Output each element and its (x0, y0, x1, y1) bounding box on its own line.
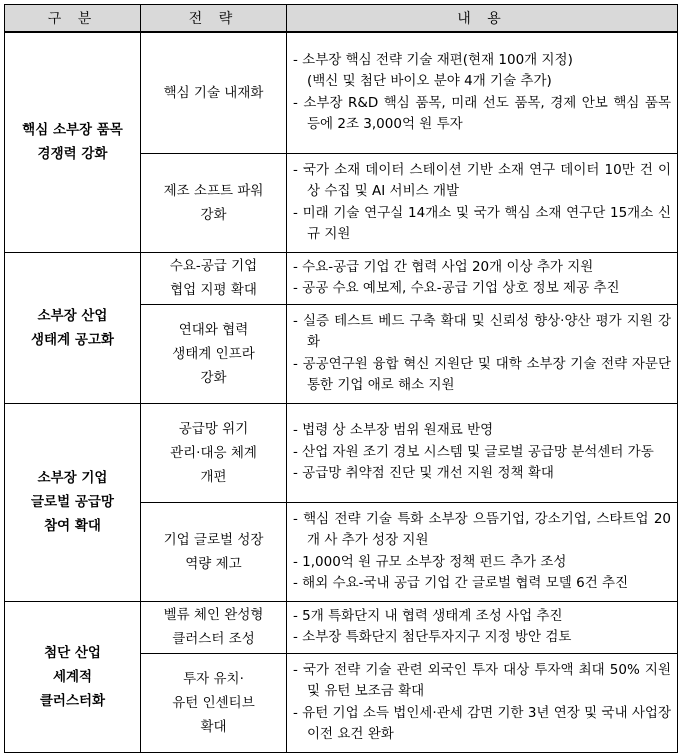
content-item: - 유턴 기업 소득 법인세·관세 감면 기한 3년 연장 및 국내 사업장 이전 요건 완화 (293, 704, 671, 742)
content-item: - 핵심 전략 기술 특화 소부장 으뜸기업, 강소기업, 스타트업 20개 사 추가 성장 지원 (293, 510, 671, 548)
strategy-line: 수요-공급 기업 (169, 258, 258, 274)
content-item: - 미래 기술 연구실 14개소 및 국가 핵심 소재 연구단 15개소 신규 지원 (293, 204, 671, 242)
strategy-line: 투자 유치· (183, 670, 244, 687)
content-item: - 소부장 R&D 핵심 품목, 미래 선도 품목, 경제 안보 핵심 품목 등에 2조 3,000억 원 투자 (293, 94, 671, 133)
content-item: - 국가 전략 기술 관련 외국인 투자 대상 투자액 최대 50% 지원 및 유턴 보조금 확대 (293, 661, 671, 699)
content-cell (287, 32, 678, 153)
content-cell (287, 304, 678, 403)
content-cell (287, 653, 678, 752)
category-line: 소부장 산업 (37, 307, 108, 324)
strategy-line: 강화 (200, 206, 227, 223)
strategy-line: 핵심 기술 내재화 (163, 84, 264, 101)
strategy-line: 기업 글로벌 성장 (163, 531, 264, 548)
category-cell (5, 252, 141, 403)
category-line: 핵심 소부장 품목 (22, 122, 123, 139)
strategy-line: 역량 제고 (185, 555, 242, 572)
content-item: - 소부장 특화단지 첨단투자지구 지정 방안 검토 (293, 629, 572, 645)
strategy-line: 관리·대응 체계 (170, 444, 257, 461)
content-item: - 공급망 취약점 진단 및 개선 지원 정책 확대 (293, 465, 554, 482)
header-row (5, 5, 678, 33)
strategy-line: 개편 (200, 468, 227, 485)
content-item: - 실증 테스트 베드 구축 확대 및 신뢰성 향상·양산 평가 지원 강화 (293, 312, 671, 350)
strategy-cell (141, 403, 287, 502)
category-line: 소부장 기업 (37, 470, 108, 486)
header-content: 내 용 (287, 5, 678, 33)
table-row (5, 601, 678, 653)
category-line: 경쟁력 강화 (37, 146, 108, 163)
content-item: - 소부장 핵심 전략 기술 재편(현재 100개 지정) (293, 51, 573, 68)
strategy-line: 제조 소프트 파워 (163, 182, 264, 199)
category-cell (5, 403, 141, 601)
strategy-cell (141, 32, 287, 153)
strategy-line: 강화 (200, 369, 227, 386)
strategy-line: 협업 지평 확대 (170, 282, 257, 298)
table-row (5, 403, 678, 502)
strategy-line: 벨류 체인 완성형 (163, 607, 264, 623)
content-item: - 공공 수요 예보제, 수요-공급 기업 상호 정보 제공 추진 (293, 280, 620, 296)
strategy-cell (141, 502, 287, 601)
strategy-cell (141, 153, 287, 252)
content-item: - 5개 특화단지 내 협력 생태계 조성 사업 추진 (293, 607, 563, 624)
content-item: - 해외 수요-국내 공급 기업 간 글로벌 협력 모델 6건 추진 (293, 575, 629, 591)
category-cell (5, 601, 141, 752)
strategy-line: 유턴 인센티브 (172, 694, 255, 711)
strategy-cell (141, 653, 287, 752)
strategy-line: 생태계 인프라 (172, 345, 255, 362)
strategy-line: 클러스터 조성 (172, 631, 255, 647)
category-line: 첨단 산업 (44, 644, 101, 661)
content-item: - 산업 자원 조기 경보 시스템 및 글로벌 공급망 분석센터 가동 (293, 443, 654, 460)
content-cell (287, 153, 678, 252)
content-item: - 1,000억 원 규모 소부장 정책 펀드 추가 조성 (293, 553, 567, 570)
strategy-cell (141, 252, 287, 304)
category-line: 참여 확대 (44, 518, 101, 534)
strategy-cell (141, 304, 287, 403)
category-line: 생태계 공고화 (31, 331, 114, 348)
content-item: - 공공연구원 융합 혁신 지원단 및 대학 소부장 기술 전략 자문단 통한 기업 애로 해소 지원 (293, 355, 671, 393)
content-item: - 국가 소재 데이터 스테이션 기반 소재 연구 데이터 10만 건 이상 수집 및 AI 서비스 개발 (293, 161, 671, 199)
strategy-line: 연대와 협력 (178, 321, 249, 338)
content-item: - 수요-공급 기업 간 협력 사업 20개 이상 추가 지원 (293, 258, 594, 275)
strategy-table (4, 4, 678, 753)
table-row (5, 252, 678, 304)
content-cell (287, 252, 678, 304)
content-cell (287, 403, 678, 502)
content-cell (287, 502, 678, 601)
category-cell (5, 32, 141, 252)
strategy-line: 공급망 위기 (178, 420, 249, 437)
strategy-cell (141, 601, 287, 653)
category-line: 세계적 (52, 668, 93, 685)
header-strategy: 전 략 (141, 5, 287, 33)
category-line: 클러스터화 (39, 692, 106, 709)
table-row (5, 32, 678, 153)
content-item: - 법령 상 소부장 범위 원재료 반영 (293, 422, 494, 439)
content-item: (백신 및 첨단 바이오 분야 4개 기술 추가) (307, 73, 552, 90)
strategy-line: 확대 (200, 718, 227, 735)
content-cell (287, 601, 678, 653)
header-category: 구 분 (5, 5, 141, 33)
category-line: 글로벌 공급망 (31, 494, 114, 510)
